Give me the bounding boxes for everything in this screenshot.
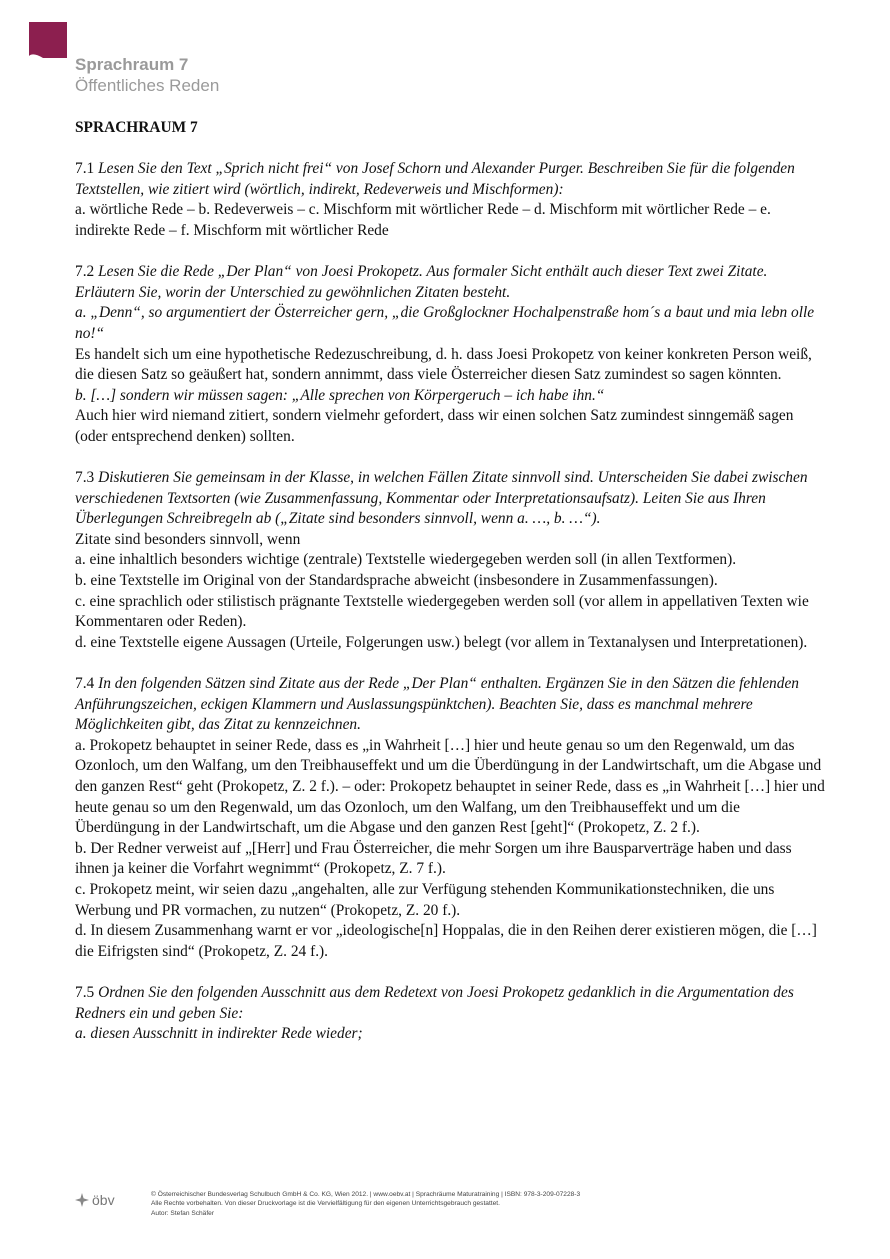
task-prompt <box>75 159 825 200</box>
document-body <box>75 118 825 1065</box>
section-7-1 <box>75 159 825 241</box>
answer-item: a. Prokopetz behauptet in seiner Rede, dass es „in Wahrheit […] hier und heute genau so um den Regenwald, um das Ozonloch, um den Walfang, um den Treibhauseffekt und um die Überdüngung in der Landwirtschaft, um die Abgase und den ganzen Rest“ geht (Prokopetz, Z. 2 f.). – oder: Prokopetz behauptet in seiner Rede, dass es „in Wahrheit […] hier und heute genau so um den Regenwald, um das Ozonloch, um den Walfang, um den Treibhauseffekt und um die Überdüngung in der Landwirtschaft, um die Abgase und den ganzen Rest [geht]“ (Prokopetz, Z. 2 f.). <box>75 736 825 837</box>
publisher-star-icon <box>75 1193 89 1207</box>
task-prompt <box>75 983 825 1024</box>
answer-item: d. eine Textstelle eigene Aussagen (Urteile, Folgerungen usw.) belegt (vor allem in Textanalysen und Interpretationen). <box>75 633 808 651</box>
answer-item: c. eine sprachlich oder stilistisch prägnante Textstelle wiedergegeben werden soll (vor allem in appellativen Texten wie Kommentaren oder Reden). <box>75 592 809 631</box>
task-number: 7.2 <box>75 263 95 281</box>
answer-item: a. eine inhaltlich besonders wichtige (zentrale) Textstelle wiedergegeben werden soll (in allen Textformen). <box>75 551 737 569</box>
publisher-logo <box>75 1192 115 1208</box>
answer-intro: Zitate sind besonders sinnvoll, wenn <box>75 530 301 548</box>
answer-item: d. In diesem Zusammenhang warnt er vor „ideologische[n] Hoppalas, die in den Reihen derer existieren mögen, die […] die Eifrigsten sind“ (Prokopetz, Z. 24 f.). <box>75 922 817 960</box>
task-prompt <box>75 468 825 530</box>
task-number: 7.5 <box>75 983 95 1001</box>
task-text: In den folgenden Sätzen sind Zitate aus der Rede „Der Plan“ enthalten. Ergänzen Sie in den Sätzen die fehlenden Anführungszeichen, eckigen Klammern und Auslassungspünktchen). Beachten Sie, dass es manchmal mehrere Möglichkeiten gibt, das Zitat zu kennzeichnen. <box>75 675 799 734</box>
answer-paragraph: a. wörtliche Rede – b. Redeverweis – c. Mischform mit wörtlicher Rede – d. Mischform mit wörtlicher Rede – e. indirekte Rede – f. Mischform mit wörtlicher Rede <box>75 201 771 239</box>
quote-b: b. […] sondern wir müssen sagen: „Alle sprechen von Körpergeruch – ich habe ihn.“ <box>75 386 605 404</box>
answer-paragraph: Es handelt sich um eine hypothetische Redezuschreibung, d. h. dass Joesi Prokopetz von keiner konkreten Person weiß, die diesen Satz so geäußert hat, sondern annimmt, dass viele Österreicher diesen Satz zumindest so sagen könnten. <box>75 345 812 384</box>
quote-a: a. „Denn“, so argumentiert der Österreicher gern, „die Großglockner Hochalpenstraße hom´s a baut und mia lebn olle no!“ <box>75 304 815 342</box>
section-7-2 <box>75 262 825 447</box>
task-number: 7.1 <box>75 160 95 178</box>
answer-item: b. Der Redner verweist auf „[Herr] und Frau Österreicher, die mehr Sorgen um ihre Bausparverträge haben und dass ihnen ja keiner die Vorfahrt wegnimmt“ (Prokopetz, Z. 7 f.). <box>75 839 792 878</box>
answer-paragraph: Auch hier wird niemand zitiert, sondern vielmehr gefordert, dass wir einen solchen Satz zumindest sinngemäß sagen (oder entsprechend denken) sollten. <box>75 407 794 445</box>
answer-item: b. eine Textstelle im Original von der Standardsprache abweicht (insbesondere in Zusammenfassungen). <box>75 572 718 590</box>
task-text: Lesen Sie den Text „Sprich nicht frei“ von Josef Schorn und Alexander Purger. Beschreiben Sie für die folgenden Textstellen, wie zitiert wird (wörtlich, indirekt, Redeverweis und Mischformen): <box>75 160 795 198</box>
section-7-3 <box>75 468 825 653</box>
task-number: 7.4 <box>75 675 95 693</box>
task-number: 7.3 <box>75 469 95 487</box>
task-prompt <box>75 262 825 303</box>
task-text: Lesen Sie die Rede „Der Plan“ von Joesi Prokopetz. Aus formaler Sicht enthält auch dieser Text zwei Zitate. Erläutern Sie, worin der Unterschied zu gewöhnlichen Zitaten besteht. <box>75 263 768 301</box>
rights-line: Alle Rechte vorbehalten. Von dieser Druckvorlage ist die Vervielfältigung für den eigenen Unterrichtsgebrauch gestattet. <box>151 1200 500 1208</box>
task-subitem: a. diesen Ausschnitt in indirekter Rede wieder; <box>75 1025 363 1043</box>
task-prompt <box>75 674 825 736</box>
copyright-notice <box>151 1190 580 1218</box>
page-header <box>75 55 219 97</box>
task-text: Diskutieren Sie gemeinsam in der Klasse, in welchen Fällen Zitate sinnvoll sind. Unterscheiden Sie dabei zwischen verschiedenen Textsorten (wie Zusammenfassung, Kommentar oder Interpretationsaufsatz). Leiten Sie aus Ihren Überlegungen Schreibregeln ab („Zitate sind besonders sinnvoll, wenn a. …, b. …“). <box>75 469 808 528</box>
answer-item: c. Prokopetz meint, wir seien dazu „angehalten, alle zur Verfügung stehenden Kommunikationstechniken, die uns Werbung und PR vormachen, zu nutzen“ (Prokopetz, Z. 20 f.). <box>75 880 775 919</box>
task-text: Ordnen Sie den folgenden Ausschnitt aus dem Redetext von Joesi Prokopetz gedanklich in die Argumentation des Redners ein und geben Sie: <box>75 983 794 1022</box>
section-7-4 <box>75 674 825 962</box>
publisher-logo-text: öbv <box>92 1192 115 1208</box>
document-title: SPRACHRAUM 7 <box>75 119 198 136</box>
series-subtitle: Öffentliches Reden <box>75 76 220 95</box>
series-title: Sprachraum 7 <box>75 55 189 74</box>
section-7-5 <box>75 983 825 1045</box>
brand-logo-square <box>29 22 67 58</box>
author-line: Autor: Stefan Schäfer <box>151 1209 215 1217</box>
copyright-line: © Österreichischer Bundesverlag Schulbuch GmbH & Co. KG, Wien 2012. | www.oebv.at | Sprachräume Maturatraining | ISBN: 978-3-209-07228-3 <box>151 1191 581 1198</box>
